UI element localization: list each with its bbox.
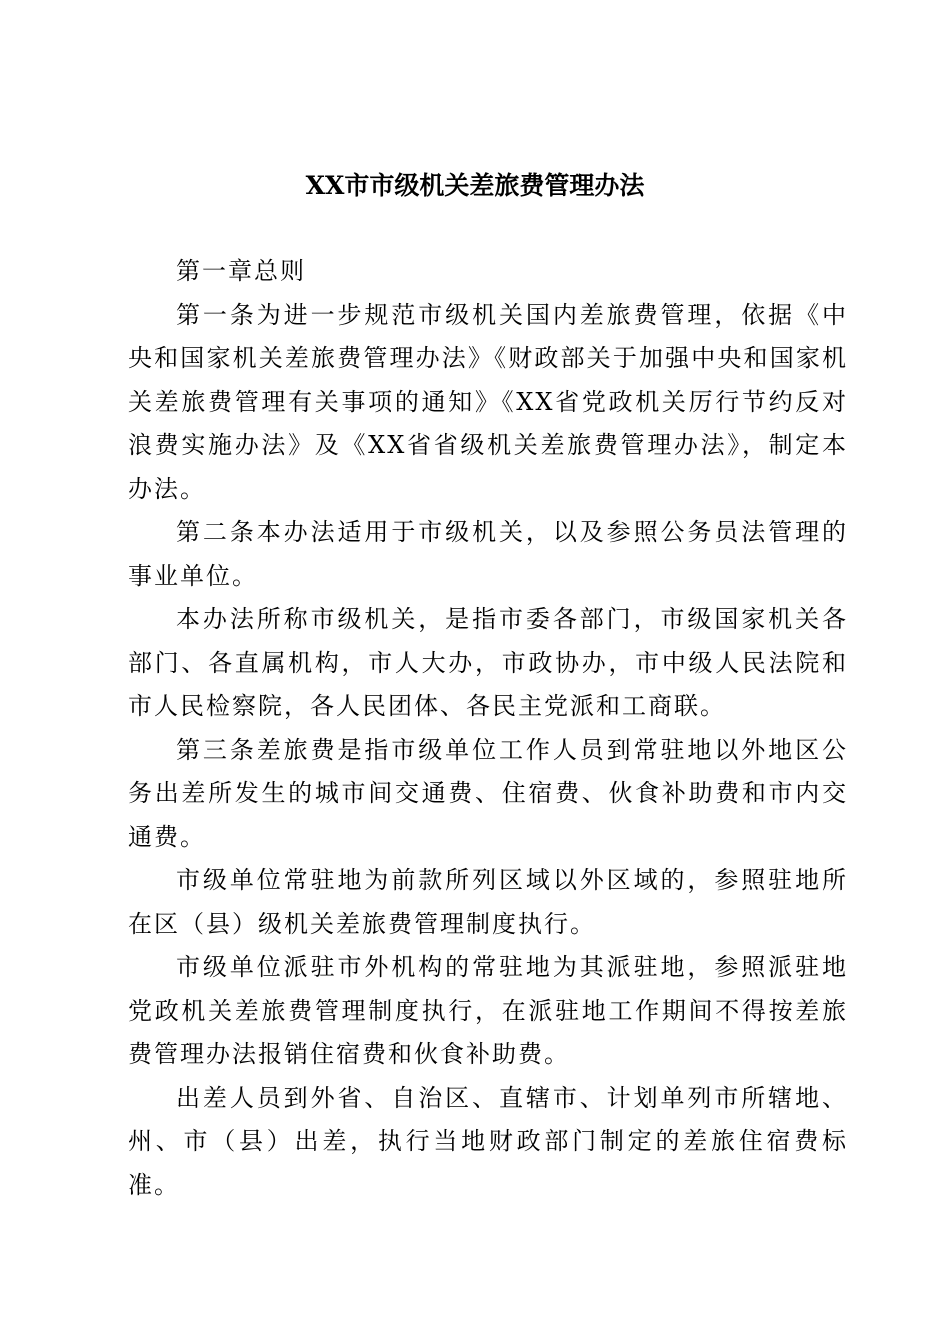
paragraph-scope-definition: 本办法所称市级机关，是指市委各部门，市级国家机关各部门、各直属机构，市人大办，市政协办，市中级人民法院和市人民检察院，各人民团体、各民主党派和工商联。 bbox=[128, 605, 848, 720]
paragraph-article-3: 第三条差旅费是指市级单位工作人员到常驻地以外地区公务出差所发生的城市间交通费、住宿费、伙食补助费和市内交通费。 bbox=[128, 735, 848, 851]
document-title: XX市市级机关差旅费管理办法 bbox=[305, 171, 645, 200]
paragraph-residence-rule: 市级单位常驻地为前款所列区域以外区域的，参照驻地所在区（县）级机关差旅费管理制度执行。 bbox=[128, 866, 848, 938]
paragraph-article-2: 第二条本办法适用于市级机关，以及参照公务员法管理的事业单位。 bbox=[128, 518, 848, 590]
paragraph-external-standard: 出差人员到外省、自治区、直辖市、计划单列市所辖地、州、市（县）出差，执行当地财政部门制定的差旅住宿费标准。 bbox=[128, 1083, 848, 1199]
paragraph-dispatched-rule: 市级单位派驻市外机构的常驻地为其派驻地，参照派驻地党政机关差旅费管理制度执行，在派驻地工作期间不得按差旅费管理办法报销住宿费和伙食补助费。 bbox=[128, 953, 848, 1068]
paragraph-chapter-heading: 第一章总则 bbox=[176, 257, 306, 285]
paragraph-article-1: 第一条为进一步规范市级机关国内差旅费管理，依据《中央和国家机关差旅费管理办法》《财政部关于加强中央和国家机关差旅费管理有关事项的通知》《XX省党政机关厉行节约反对浪费实施办法》及《XX省省级机关差旅费管理办法》，制定本办法。 bbox=[128, 300, 848, 503]
document-body bbox=[128, 250, 848, 1207]
